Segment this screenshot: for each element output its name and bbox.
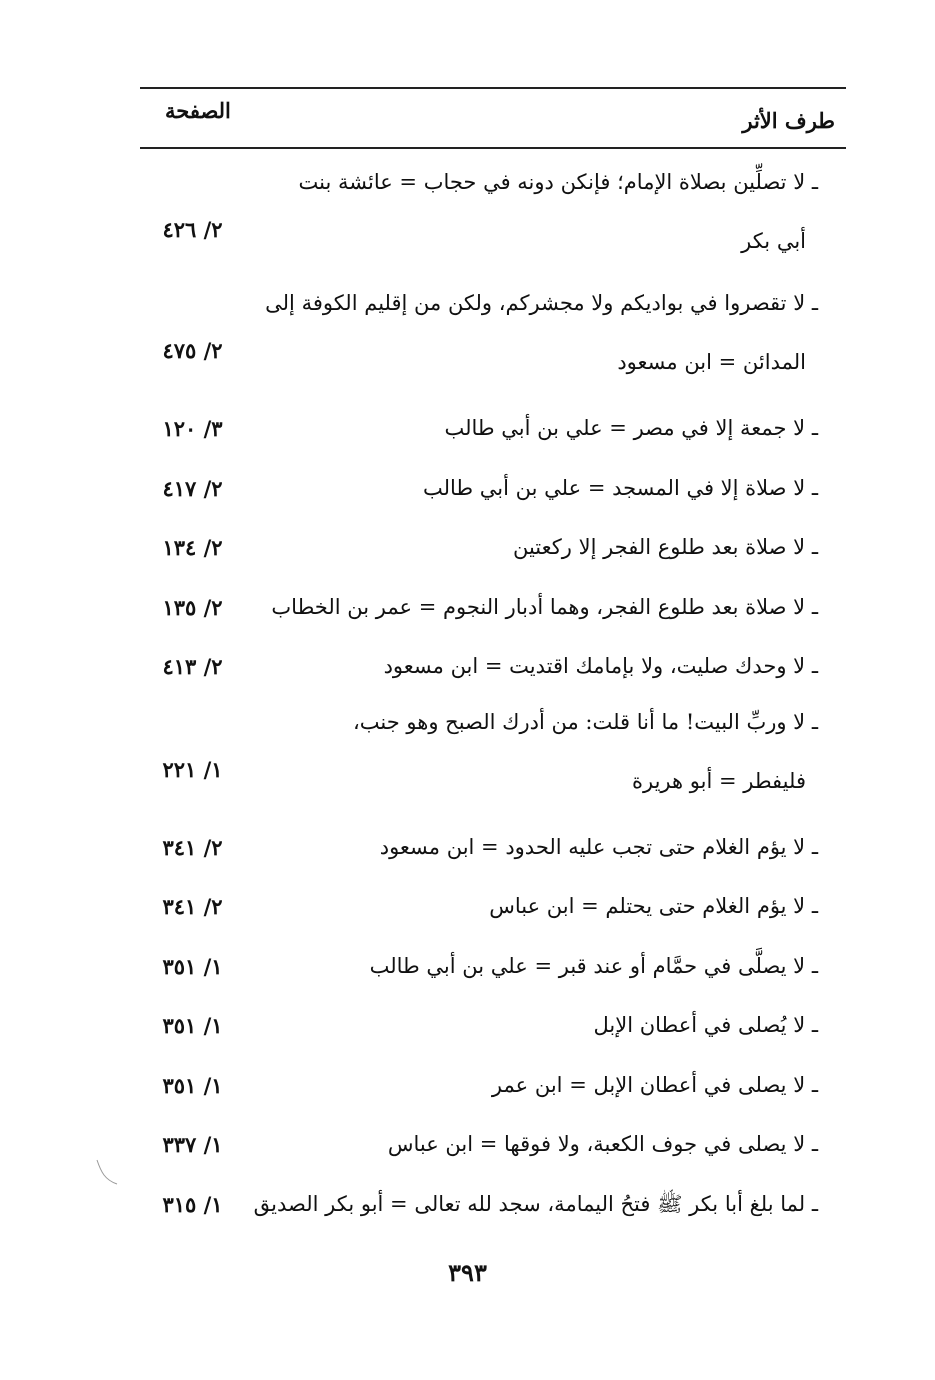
index-entry (140, 811, 846, 871)
entry-page-ref: ٢/ ٤١٣ (162, 654, 223, 679)
entry-page-ref: ١/ ٣٥١ (162, 1072, 223, 1098)
entry-text: ـ لا يؤم الغلام حتى يحتلم = ابن عباس (489, 894, 818, 918)
page-number: ٣٩٣ (448, 1258, 487, 1287)
entry-page-ref: ٢/ ٤١٧ (162, 475, 223, 501)
index-entry (140, 870, 846, 930)
entry-text: ـ لا تقصروا في بواديكم ولا مجشركم، ولكن من إقليم الكوفة إلى المدائن = ابن مسعود (265, 274, 818, 392)
entry-page-ref: ١/ ٣٥١ (162, 953, 223, 979)
entry-page-ref: ١/ ٣١٥ (162, 1191, 223, 1217)
index-entry (140, 1168, 846, 1228)
entry-page-ref: ٢/ ٣٤١ (162, 834, 223, 860)
index-entry (140, 511, 846, 571)
column-header-athar: طرف الأثر (742, 108, 835, 133)
entry-text: ـ لا وربِّ البيت! ما أنا قلت: من أدرك الصبح وهو جنب، فليفطر = أبو هريرة (353, 693, 818, 811)
entry-text: ـ لا يصلَّى في حمَّام أو عند قبر = علي بن أبي طالب (369, 953, 818, 978)
entry-continuation: المدائن = ابن مسعود (617, 350, 806, 374)
entry-page-ref: ٢/ ١٣٥ (162, 594, 223, 620)
index-entry (140, 989, 846, 1049)
entry-text: ـ لا صلاة بعد طلوع الفجر إلا ركعتين (512, 535, 818, 559)
entry-page-ref: ١/ ٣٣٧ (162, 1132, 223, 1157)
entry-text: ـ لا صلاة بعد طلوع الفجر، وهما أدبار النجوم = عمر بن الخطاب (271, 594, 818, 619)
index-entry (140, 1049, 846, 1109)
index-list (140, 150, 846, 1227)
index-entry (140, 571, 846, 631)
entry-continuation: أبي بكر (741, 229, 806, 253)
entry-page-ref: ٢/ ١٣٤ (162, 535, 223, 560)
index-entry (140, 150, 846, 271)
entry-text: ـ لا جمعة إلا في مصر = علي بن أبي طالب (444, 416, 818, 440)
entry-text: ـ لما بلغ أبا بكر ﷺ فتحُ اليمامة، سجد لله تعالى = أبو بكر الصديق (253, 1191, 818, 1216)
index-entry (140, 452, 846, 512)
entry-text: ـ لا يصلى في جوف الكعبة، ولا فوقها = ابن عباس (387, 1132, 818, 1156)
index-entry (140, 690, 846, 811)
entry-page-ref: ٢/ ٤٢٦ (162, 217, 223, 242)
index-entry (140, 930, 846, 990)
index-entry (140, 271, 846, 392)
entry-text: ـ لا يصلى في أعطان الإبل = ابن عمر (491, 1072, 818, 1097)
entry-page-ref: ١/ ٢٢١ (162, 756, 223, 782)
top-rule (140, 87, 846, 89)
index-entry (140, 1108, 846, 1168)
column-header-page: الصفحة (165, 98, 231, 123)
index-entry (140, 392, 846, 452)
index-entry (140, 630, 846, 690)
header-rule (140, 147, 846, 149)
margin-pencil-mark (93, 1158, 121, 1186)
entry-text: ـ لا صلاة إلا في المسجد = علي بن أبي طالب (422, 475, 818, 500)
entry-text: ـ لا وحدك صليت، ولا بإمامك اقتديت = ابن مسعود (383, 654, 818, 678)
entry-page-ref: ١/ ٣٥١ (162, 1013, 223, 1038)
entry-page-ref: ٢/ ٤٧٥ (162, 338, 223, 363)
entry-text: ـ لا يُصلى في أعطان الإبل (593, 1013, 818, 1037)
entry-page-ref: ٢/ ٣٤١ (162, 894, 223, 919)
entry-text: ـ لا تصلِّين بصلاة الإمام؛ فإنكن دونه في حجاب = عائشة بنت أبي بكر (299, 153, 818, 271)
entry-continuation: فليفطر = أبو هريرة (631, 768, 806, 793)
entry-text: ـ لا يؤم الغلام حتى تجب عليه الحدود = ابن مسعود (379, 834, 818, 859)
entry-page-ref: ٣/ ١٢٠ (162, 416, 223, 441)
